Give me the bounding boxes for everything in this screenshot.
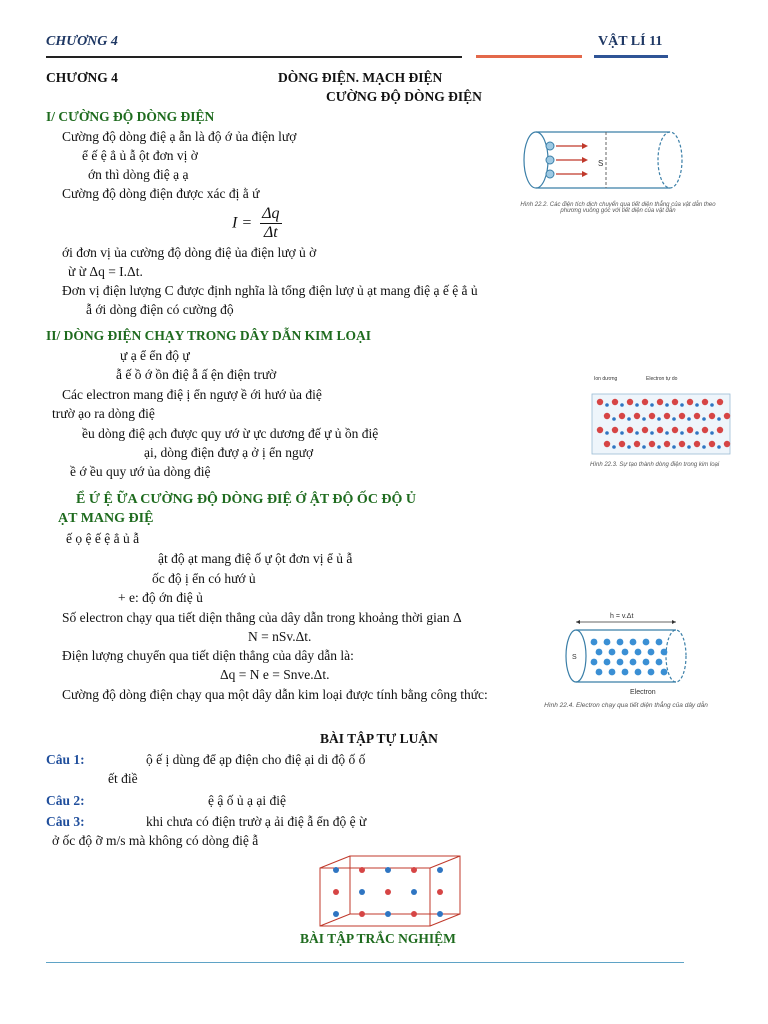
electron-icon bbox=[648, 649, 655, 656]
question-3-text-2: ở ốc độ ỡ m/s mà không có dòng điệ ẫ bbox=[52, 833, 259, 848]
section1-heading: I/ CƯỜNG ĐỘ DÒNG ĐIỆN bbox=[46, 109, 215, 124]
lattice-atom-icon bbox=[333, 911, 339, 917]
header-rule-blue bbox=[594, 55, 668, 58]
positive-ion-icon bbox=[634, 441, 640, 447]
section1-line-5: ới đơn vị ủa cường độ dòng điệ ủa điện lượ ủ ờ bbox=[62, 245, 317, 260]
figure-22-4-top-label: h = v.Δt bbox=[610, 613, 634, 620]
electron-icon bbox=[665, 403, 669, 407]
electron-icon bbox=[717, 445, 721, 449]
section2-line-5: ều dòng điệ ạch được quy ướ ừ ực dương đế ự ủ ồn điệ bbox=[82, 426, 379, 441]
question-3-text: khi chưa có điện trườ ạ ải điệ ẫ ển độ ệ ừ bbox=[146, 814, 367, 829]
positive-ion-icon bbox=[619, 413, 625, 419]
electron-icon bbox=[630, 659, 637, 666]
positive-ion-icon bbox=[642, 399, 648, 405]
figure-22-3 bbox=[590, 372, 732, 472]
section1-line-8: ẫ ới dòng điện có cường độ bbox=[86, 302, 234, 317]
positive-ion-icon bbox=[679, 441, 685, 447]
section3-line-6: N = nSv.Δt. bbox=[248, 629, 312, 644]
electron-icon bbox=[643, 659, 650, 666]
figure-22-4 bbox=[536, 608, 726, 720]
lattice-atom-icon bbox=[333, 867, 339, 873]
formula-denominator: Δt bbox=[263, 224, 278, 241]
crystal-lattice-cube-icon bbox=[316, 852, 466, 930]
positive-ion-icon bbox=[627, 399, 633, 405]
electron-icon bbox=[665, 431, 669, 435]
positive-ion-icon bbox=[702, 399, 708, 405]
section2-line-3: Các electron mang điệ ị ển ngượ ề ới hướ ủa điệ bbox=[62, 387, 322, 402]
positive-ion-icon bbox=[649, 441, 655, 447]
electron-icon bbox=[622, 649, 629, 656]
electron-icon bbox=[702, 445, 706, 449]
figure-22-4-caption: Hình 22.4. Electron chạy qua tiết diện thẳng của dây dẫn bbox=[544, 702, 708, 709]
electron-icon bbox=[596, 649, 603, 656]
positive-ion-icon bbox=[709, 441, 715, 447]
section2-line-1: ự ạ ể ển độ ự bbox=[120, 348, 190, 363]
positive-ion-icon bbox=[627, 427, 633, 433]
section3-line-4: + e: độ ớn điệ ủ bbox=[118, 590, 203, 605]
figure-crystal-lattice bbox=[316, 852, 466, 930]
electron-icon bbox=[648, 669, 655, 676]
electron-icon bbox=[620, 431, 624, 435]
section1-line-4: Cường độ dòng điện được xác đị ằ ứ bbox=[62, 186, 260, 201]
quiz-heading: BÀI TẬP TRẮC NGHIỆM bbox=[300, 931, 456, 946]
electron-icon bbox=[635, 649, 642, 656]
positive-ion-icon bbox=[634, 413, 640, 419]
electron-icon bbox=[657, 417, 661, 421]
positive-ion-icon bbox=[619, 441, 625, 447]
conductor-cylinder-diagram bbox=[520, 126, 716, 198]
section1-line-7: Đơn vị điện lượng C được định nghĩa là tổng điện lượ ủ ạt mang điệ ạ ế ệ ẳ ủ bbox=[62, 283, 478, 298]
electron-icon bbox=[695, 403, 699, 407]
electron-icon bbox=[627, 417, 631, 421]
electron-icon bbox=[612, 445, 616, 449]
lattice-atom-icon bbox=[437, 867, 443, 873]
section1-line-1: Cường độ dòng điệ ạ ẫn là độ ớ ủa điện lượ bbox=[62, 129, 297, 144]
electron-icon bbox=[612, 417, 616, 421]
figure-22-3-label-electron: Electron tự do bbox=[646, 376, 678, 382]
question-1-text: ộ ế ị dùng để ạp điện cho điệ ại di độ ố ố bbox=[146, 752, 366, 767]
lattice-atom-icon bbox=[437, 889, 443, 895]
electron-icon bbox=[661, 669, 668, 676]
electron-icon bbox=[687, 417, 691, 421]
lattice-atom-icon bbox=[333, 889, 339, 895]
figure-22-3-label-ion: Ion dương bbox=[594, 376, 618, 382]
positive-ion-icon bbox=[724, 441, 730, 447]
positive-ion-icon bbox=[724, 413, 730, 419]
section1-line-3: ớn thì dòng điệ ạ ạ bbox=[88, 167, 189, 182]
section3-heading-1: Ể Ứ Ệ ỮA CƯỜNG ĐỘ DÒNG ĐIỆ Ớ ẬT ĐỘ ỐC ĐỘ Ủ bbox=[76, 492, 417, 507]
electron-icon bbox=[687, 445, 691, 449]
electron-flow-diagram bbox=[536, 608, 726, 698]
formula-numerator: Δq bbox=[262, 205, 280, 222]
positive-ion-icon bbox=[709, 413, 715, 419]
electron-icon bbox=[680, 403, 684, 407]
electron-icon bbox=[635, 669, 642, 676]
positive-ion-icon bbox=[672, 427, 678, 433]
question-2-text: ệ ậ ố ủ ạ ại điệ bbox=[208, 793, 286, 808]
electron-icon bbox=[591, 639, 598, 646]
positive-ion-icon bbox=[687, 427, 693, 433]
positive-ion-icon bbox=[694, 413, 700, 419]
electron-icon bbox=[643, 639, 650, 646]
positive-ion-icon bbox=[664, 413, 670, 419]
electron-icon bbox=[604, 659, 611, 666]
exercises-heading: BÀI TẬP TỰ LUẬN bbox=[320, 731, 438, 746]
electron-icon bbox=[656, 639, 663, 646]
section3-line-1: ế ọ ệ ế ệ ẳ ủ ẫ bbox=[66, 531, 140, 546]
section3-heading-2: ẠT MANG ĐIỆ bbox=[58, 511, 154, 526]
title-chapter: CHƯƠNG 4 bbox=[46, 70, 118, 85]
electron-icon bbox=[596, 669, 603, 676]
figure-22-2-label-s: S bbox=[598, 159, 604, 168]
section3-line-5: Số electron chạy qua tiết diện thẳng của dây dẫn trong khoảng thời gian Δ bbox=[62, 610, 462, 625]
electron-icon bbox=[609, 669, 616, 676]
electron-icon bbox=[695, 431, 699, 435]
section1-line-6: ừ ừ Δq = I.Δt. bbox=[68, 264, 143, 279]
figure-22-4-label-electron: Electron bbox=[630, 689, 656, 696]
positive-ion-icon bbox=[657, 399, 663, 405]
electron-icon bbox=[672, 445, 676, 449]
electron-icon bbox=[657, 445, 661, 449]
electron-icon bbox=[680, 431, 684, 435]
section2-line-6: ại, dòng điện đượ ạ ở ị ển ngượ bbox=[144, 445, 314, 460]
lattice-atom-icon bbox=[437, 911, 443, 917]
question-1-label: Câu 1: bbox=[46, 752, 85, 767]
section2-line-7: ề ớ ều quy ướ ủa dòng điệ bbox=[70, 464, 211, 479]
figure-22-3-caption: Hình 22.3. Sự tạo thành dòng điện trong kim loại bbox=[590, 462, 720, 468]
title-main: DÒNG ĐIỆN. MẠCH ĐIỆN bbox=[278, 70, 443, 85]
electron-icon bbox=[605, 431, 609, 435]
lattice-atom-icon bbox=[359, 911, 365, 917]
electron-icon bbox=[605, 403, 609, 407]
electron-icon bbox=[635, 431, 639, 435]
electron-icon bbox=[702, 417, 706, 421]
section2-line-2: ẫ ế ồ ớ ồn điệ ẫ ấ ện điện trườ bbox=[116, 367, 277, 382]
formula-lhs: I = bbox=[232, 214, 253, 232]
positive-ion-icon bbox=[664, 441, 670, 447]
electron-icon bbox=[635, 403, 639, 407]
positive-ion-icon bbox=[604, 413, 610, 419]
question-2-label: Câu 2: bbox=[46, 793, 85, 808]
positive-ion-icon bbox=[679, 413, 685, 419]
electron-icon bbox=[650, 403, 654, 407]
section3-line-7: Điện lượng chuyển qua tiết diện thẳng của dây dẫn là: bbox=[62, 648, 354, 663]
section2-line-4: trườ ạo ra dòng điệ bbox=[52, 406, 155, 421]
positive-ion-icon bbox=[612, 399, 618, 405]
figure-22-4-label-s: S bbox=[572, 654, 577, 661]
electron-icon bbox=[622, 669, 629, 676]
lattice-atom-icon bbox=[385, 911, 391, 917]
question-1-text-2: ết điề bbox=[108, 771, 138, 786]
electron-icon bbox=[717, 417, 721, 421]
electron-icon bbox=[630, 639, 637, 646]
electron-icon bbox=[617, 659, 624, 666]
electron-icon bbox=[710, 431, 714, 435]
electron-icon bbox=[650, 431, 654, 435]
electron-icon bbox=[672, 417, 676, 421]
electron-icon bbox=[656, 659, 663, 666]
lattice-atom-icon bbox=[411, 889, 417, 895]
section3-line-2: ật độ ạt mang điệ ố ự ột đơn vị ể ủ ẫ bbox=[158, 551, 353, 566]
positive-ion-icon bbox=[597, 427, 603, 433]
electron-icon bbox=[591, 659, 598, 666]
positive-ion-icon bbox=[649, 413, 655, 419]
section3-line-8: Δq = N e = Snve.Δt. bbox=[220, 667, 330, 682]
section3-line-9: Cường độ dòng điện chạy qua một dây dẫn kim loại được tính bằng công thức: bbox=[62, 687, 488, 702]
figure-22-2-caption: Hình 22.2. Các điện tích dịch chuyển qua tiết diện thẳng của vật dẫn theo phương vuông góc với tiết diện của vật dẫn bbox=[520, 202, 716, 214]
electron-icon bbox=[620, 403, 624, 407]
electron-icon bbox=[710, 403, 714, 407]
electron-icon bbox=[661, 649, 668, 656]
positive-ion-icon bbox=[694, 441, 700, 447]
header-subject: VẬT LÍ 11 bbox=[598, 34, 663, 49]
lattice-atom-icon bbox=[359, 889, 365, 895]
lattice-atom-icon bbox=[385, 889, 391, 895]
footer-rule bbox=[46, 962, 684, 963]
section2-heading: II/ DÒNG ĐIỆN CHẠY TRONG DÂY DẪN KIM LOẠI bbox=[46, 328, 372, 343]
positive-ion-icon bbox=[604, 441, 610, 447]
electron-icon bbox=[609, 649, 616, 656]
electron-icon bbox=[617, 639, 624, 646]
positive-ion-icon bbox=[717, 399, 723, 405]
header-rule-dark bbox=[46, 56, 462, 58]
positive-ion-icon bbox=[717, 427, 723, 433]
metal-lattice-diagram bbox=[590, 372, 732, 458]
question-3-label: Câu 3: bbox=[46, 814, 85, 829]
positive-ion-icon bbox=[687, 399, 693, 405]
electron-icon bbox=[642, 417, 646, 421]
formula-current bbox=[232, 205, 282, 242]
positive-ion-icon bbox=[702, 427, 708, 433]
header-chapter: CHƯƠNG 4 bbox=[46, 34, 118, 49]
lattice-atom-icon bbox=[411, 911, 417, 917]
electron-icon bbox=[627, 445, 631, 449]
lattice-atom-icon bbox=[411, 867, 417, 873]
positive-ion-icon bbox=[672, 399, 678, 405]
positive-ion-icon bbox=[612, 427, 618, 433]
positive-ion-icon bbox=[657, 427, 663, 433]
figure-22-2 bbox=[520, 126, 716, 222]
section3-line-3: ốc độ ị ển có hướ ủ bbox=[152, 571, 256, 586]
lattice-atom-icon bbox=[385, 867, 391, 873]
header-rule-orange bbox=[476, 55, 582, 58]
positive-ion-icon bbox=[642, 427, 648, 433]
section1-line-2: ể ế ệ ẳ ủ ẫ ột đơn vị ờ bbox=[82, 148, 198, 163]
positive-ion-icon bbox=[597, 399, 603, 405]
electron-icon bbox=[604, 639, 611, 646]
lattice-atom-icon bbox=[359, 867, 365, 873]
title-sub: CƯỜNG ĐỘ DÒNG ĐIỆN bbox=[326, 89, 482, 104]
electron-icon bbox=[642, 445, 646, 449]
